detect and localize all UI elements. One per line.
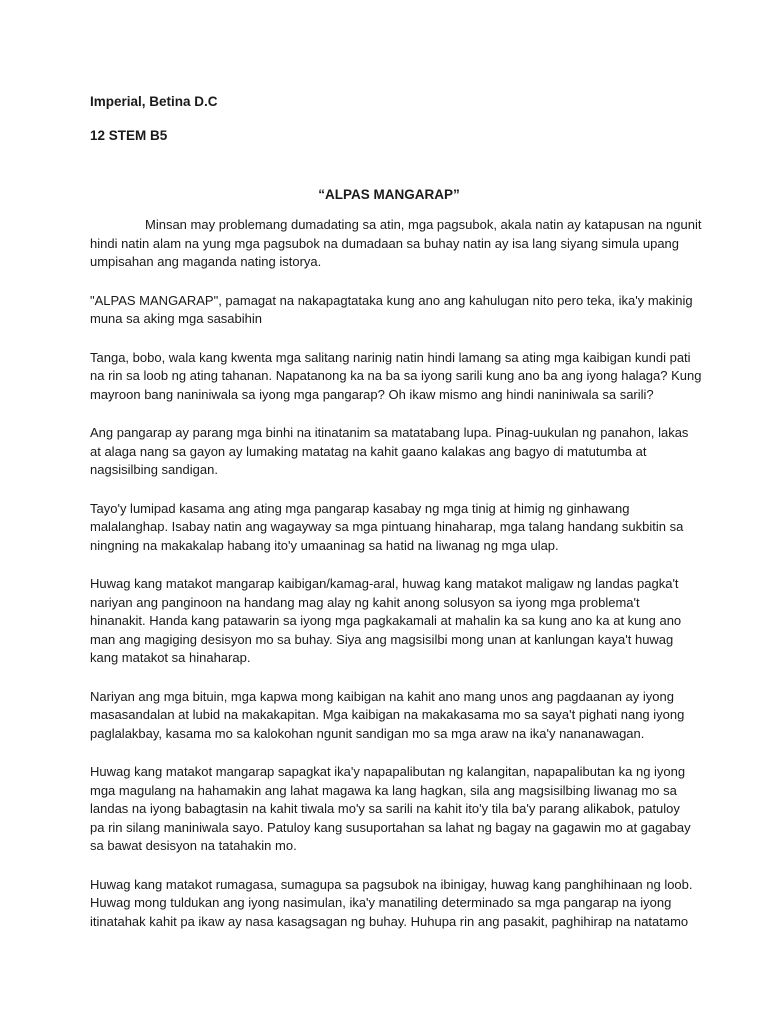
paragraph-line: nariyan ang panginoon na handang mag alay ng kahit anong solusyon sa iyong mga problema't	[90, 594, 640, 610]
paragraph-line: landas na iyong babagtasin na kahit tiwala mo'y sa sarili na kahit ito'y tila ba'y parang alikabok, patuloy	[90, 801, 680, 816]
paragraph	[90, 500, 688, 556]
essay-title: “ALPAS MANGARAP”	[318, 187, 460, 202]
paragraph-line: Huwag kang matakot mangarap kaibigan/kamag-aral, huwag kang matakot maligaw ng landas pagka't	[90, 576, 679, 591]
paragraph-line: Tayo'y lumipad kasama ang ating mga pangarap kasabay ng mga tinig at himig ng ginhawang	[90, 500, 630, 516]
paragraph-line: ningning na makakalap habang ito'y umaaninag sa hatid na liwanag ng mga ulap.	[90, 537, 559, 553]
paragraph-line: hinanakit. Handa kang patawarin sa iyong mga pagkakamali at mahalin ka sa kung ano ka at kung ano	[90, 613, 682, 628]
paragraph-line: Nariyan ang mga bituin, mga kapwa mong kaibigan na kahit ano mang unos ang pagdaanan ay iyong	[90, 688, 674, 704]
paragraph-line: muna sa aking mga sasabihin	[90, 311, 262, 326]
paragraph	[90, 876, 693, 932]
paragraph	[90, 292, 693, 329]
paragraph-line: "ALPAS MANGARAP", pamagat na nakapagtataka kung ano ang kahulugan nito pero teka, ika'y makinig	[90, 292, 693, 308]
paragraph-line: nagsisilbing sandigan.	[90, 462, 218, 477]
paragraph-line: man ang magiging desisyon mo sa buhay. Siya ang magsisilbi mong unan at kanlungan kaya't huwag	[90, 631, 674, 647]
paragraph-line: na rin sa loob ng ating tahanan. Napatanong ka na ba sa iyong sarili kung ano ba ang iyong halaga? Kung	[90, 368, 702, 383]
paragraph-line: sa bawat desisyon na tatahakin mo.	[90, 838, 297, 853]
paragraph-line: at alaga nang sa gayon ay lumaking matatag na kahit gaano kalakas ang bagyo di matutumba at	[90, 443, 647, 459]
paragraph	[90, 424, 688, 480]
paragraph-line: Huwag kang matakot mangarap sapagkat ika'y napapalibutan ng kalangitan, napapalibutan ka ng iyong	[90, 764, 686, 779]
paragraph-line: malalanghap. Isabay natin ang wagayway sa mga pintuang hinaharap, mga talang handang sukbitin sa	[90, 519, 684, 534]
paragraph-line: paglalakbay, kasama mo sa kalokohan ngunit sandigan mo sa mga araw na ika'y nananawagan.	[90, 725, 645, 741]
paragraph	[90, 349, 702, 405]
paragraph-line: masasandalan at lubid na makakapitan. Mga kaibigan na makakasama mo sa saya't pighati nang iyong	[90, 707, 685, 722]
paragraph-line: Huwag mong tuldukan ang iyong nasimulan, ika'y manatiling determinado sa mga pangarap na iyong	[90, 895, 672, 910]
paragraph-line: Tanga, bobo, wala kang kwenta mga salitang narinig natin hindi lamang sa ating mga kaibigan kundi pati	[90, 349, 691, 365]
paragraph-line: itinatahak kahit pa ikaw ay nasa kasagsagan ng buhay. Huhupa rin ang pasakit, paghihirap na natatamo	[90, 913, 689, 929]
paragraph-line: hindi natin alam na yung mga pagsubok na dumadaan sa buhay natin ay isa lang siyang simula upang	[90, 235, 680, 251]
paragraph-line: Ang pangarap ay parang mga binhi na itinatanim sa matatabang lupa. Pinag-uukulan ng panahon, lakas	[90, 425, 689, 440]
paragraph	[90, 216, 702, 272]
paragraph-line: Minsan may problemang dumadating sa atin, mga pagsubok, akala natin ay katapusan na ngunit	[145, 217, 702, 232]
paragraph	[90, 763, 691, 856]
paragraph-line: mayroon bang naniniwala sa iyong mga pangarap? Oh ikaw mismo ang hindi naniniwala sa sarili?	[90, 386, 654, 402]
author-name: Imperial, Betina D.C	[90, 94, 218, 109]
paragraph-line: mga magulang na hahamakin ang lahat magawa ka lang hagkan, sila ang magsisilbing liwanag mo sa	[90, 782, 677, 798]
paragraph-line: kang matakot sa hinaharap.	[90, 650, 251, 665]
paragraph	[90, 688, 688, 744]
class-section: 12 STEM B5	[90, 128, 168, 143]
essay-body	[90, 216, 702, 951]
paragraph-line: pa rin silang maniniwala sayo. Patuloy kang susuportahan sa lahat ng bagay na gagawin mo at gagabay	[90, 819, 691, 835]
paragraph	[90, 575, 688, 668]
paragraph-line: umpisahan ang maganda nating istorya.	[90, 254, 322, 269]
paragraph-line: Huwag kang matakot rumagasa, sumagupa sa pagsubok na ibinigay, huwag kang panghihinaan ng loob.	[90, 876, 693, 892]
